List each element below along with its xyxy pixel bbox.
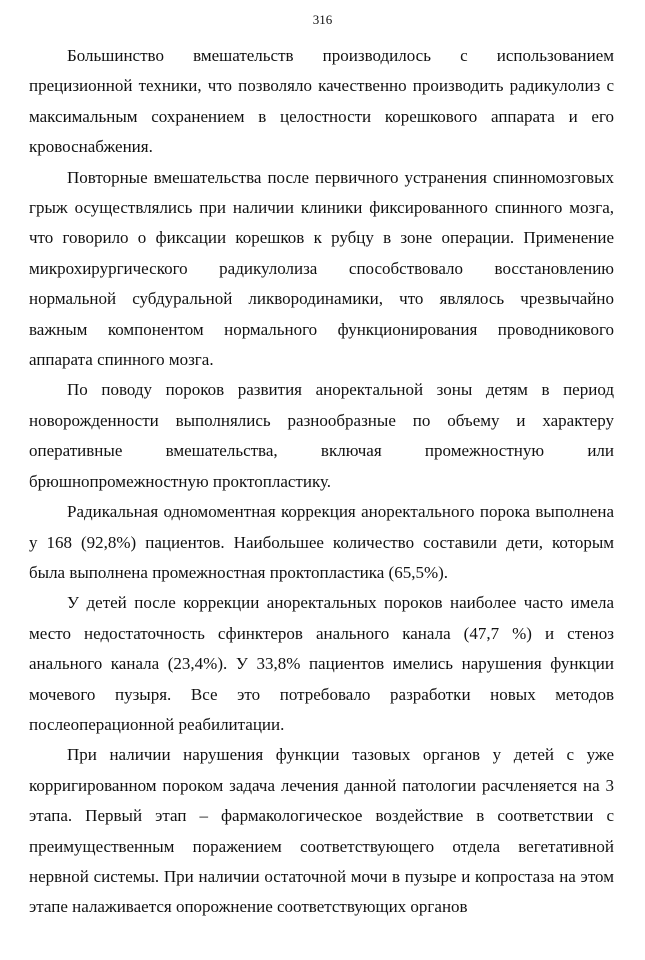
paragraph-2: Повторные вмешательства после первичного устранения спинномозговых грыж осуществлялись при наличии клиники фиксированного спинного мозга, что говорило о фиксации корешков к рубцу в зоне операции. Применение микрохирургического радикулолиза способствовало восстановлению нормальной субдуральной ликвородинамики, что являлось чрезвычайно важным компонентом нормального функционирования проводникового аппарата спинного мозга. (29, 167, 614, 370)
page-number: 316 (312, 12, 333, 27)
paragraph-6: При наличии нарушения функции тазовых органов у детей с уже корригированном пороком задача лечения данной патологии расчленяется на 3 этапа. Первый этап – фармакологическое воздействие в соответствии с преимущественным поражением соответствующего отдела вегетативной нервной системы. При наличии остаточной мочи в пузыре и копростаза на этом этапе налаживается опорожнение соответствующих органов (29, 745, 614, 917)
paragraph-4: Радикальная одномоментная коррекция аноректального порока выполнена у 168 (92,8%) пациентов. Наибольшее количество составили дети, которым была выполнена промежностная проктопластика (65,5%). (29, 502, 614, 582)
paragraph-3: По поводу пороков развития аноректальной зоны детям в период новорожденности выполнялись разнообразные по объему и характеру оперативные вмешательства, включая промежностную или брюшнопромежностную проктопластику. (29, 380, 614, 491)
paragraph-1: Большинство вмешательств производилось с использованием прецизионной техники, что позволяло качественно производить радикулолиз с максимальным сохранением в целостности корешкового аппарата и его кровоснабжения. (29, 46, 614, 157)
paragraph-5: У детей после коррекции аноректальных пороков наиболее часто имела место недостаточность сфинктеров анального канала (47,7 %) и стеноз анального канала (23,4%). У 33,8% пациентов имелись нарушения функции мочевого пузыря. Все это потребовало разработки новых методов послеоперационной реабилитации. (29, 593, 614, 734)
document-body (29, 41, 614, 923)
